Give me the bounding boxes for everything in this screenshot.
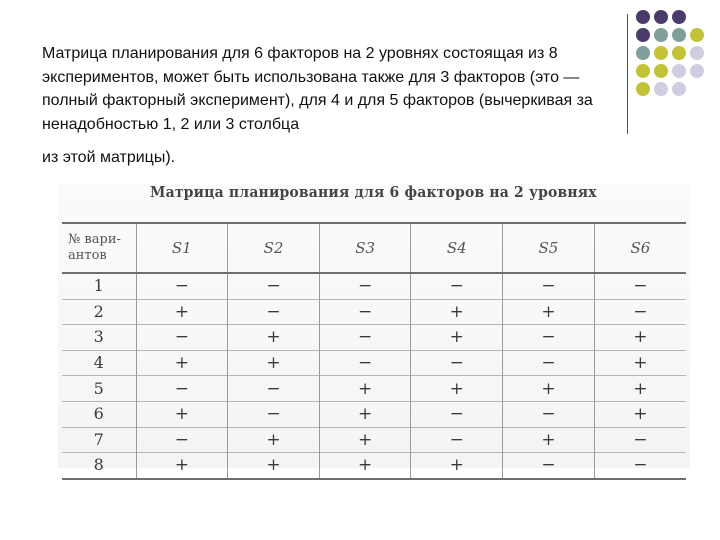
factor-level-cell: +: [503, 299, 595, 325]
factor-level-cell: −: [136, 325, 228, 351]
factor-level-cell: −: [503, 325, 595, 351]
header-s4: [411, 223, 503, 273]
decorative-dot: [690, 46, 704, 60]
decorative-dot: [636, 10, 650, 24]
factor-level-cell: −: [411, 350, 503, 376]
factor-level-cell: −: [594, 273, 686, 299]
body-text: [42, 42, 627, 170]
decorative-dot: [672, 46, 686, 60]
header-label: № вари- антов: [68, 232, 121, 263]
factor-level-cell: +: [411, 376, 503, 402]
header-label: S3: [355, 239, 376, 257]
factor-level-cell: +: [319, 453, 411, 479]
table-row: [62, 453, 686, 479]
factor-level-cell: −: [594, 453, 686, 479]
factor-level-cell: −: [228, 401, 320, 427]
decorative-dot: [654, 82, 668, 96]
scanned-table-title: Матрица планирования для 6 факторов на 2 уровнях: [150, 183, 597, 201]
factor-level-cell: −: [411, 273, 503, 299]
decorative-dot: [654, 46, 668, 60]
table-body: [62, 273, 686, 479]
factor-level-cell: −: [136, 427, 228, 453]
table-row: [62, 427, 686, 453]
factor-level-cell: +: [411, 299, 503, 325]
decorative-dot: [636, 64, 650, 78]
factor-level-cell: +: [136, 401, 228, 427]
factor-level-cell: −: [136, 376, 228, 402]
header-s5: [503, 223, 595, 273]
header-label: S5: [538, 239, 559, 257]
factor-level-cell: +: [136, 299, 228, 325]
variant-number-cell: 7: [93, 429, 104, 449]
factor-level-cell: −: [411, 401, 503, 427]
decorative-dot: [690, 64, 704, 78]
factor-level-cell: −: [228, 273, 320, 299]
variant-number-cell: 8: [93, 455, 104, 475]
factor-level-cell: +: [594, 376, 686, 402]
factor-level-cell: +: [228, 427, 320, 453]
factor-level-cell: +: [503, 376, 595, 402]
table-row: [62, 376, 686, 402]
table-row: [62, 325, 686, 351]
header-label: S6: [630, 239, 651, 257]
factor-level-cell: −: [594, 299, 686, 325]
factor-level-cell: −: [503, 401, 595, 427]
decorative-dot: [654, 28, 668, 42]
paragraph-end: из этой матрицы).: [42, 149, 176, 166]
factor-level-cell: +: [594, 325, 686, 351]
header-s1: [136, 223, 228, 273]
header-s6: [594, 223, 686, 273]
factor-level-cell: −: [411, 427, 503, 453]
vertical-divider: [627, 14, 628, 134]
decorative-dot: [636, 46, 650, 60]
header-s2: [228, 223, 320, 273]
factor-level-cell: +: [136, 453, 228, 479]
factor-level-cell: +: [228, 325, 320, 351]
header-s3: [319, 223, 411, 273]
variant-number-cell: 2: [93, 301, 104, 321]
table-row: [62, 350, 686, 376]
decorative-dot: [672, 64, 686, 78]
decorative-dot: [672, 28, 686, 42]
decorative-dot: [636, 28, 650, 42]
factor-level-cell: +: [594, 401, 686, 427]
factor-level-cell: +: [411, 453, 503, 479]
factor-level-cell: −: [319, 325, 411, 351]
factor-level-cell: −: [136, 273, 228, 299]
table-row: [62, 273, 686, 299]
factor-level-cell: −: [503, 350, 595, 376]
factor-level-cell: −: [503, 453, 595, 479]
factor-level-cell: +: [319, 401, 411, 427]
variant-number-cell: 3: [93, 327, 104, 347]
header-variant-number: [62, 223, 136, 273]
decorative-dot: [654, 64, 668, 78]
table-row: [62, 401, 686, 427]
factor-level-cell: −: [319, 350, 411, 376]
header-label: S4: [446, 239, 467, 257]
factor-level-cell: −: [319, 273, 411, 299]
variant-number-cell: 4: [93, 353, 104, 373]
factor-level-cell: +: [228, 453, 320, 479]
decorative-dot: [672, 10, 686, 24]
paragraph-main: Матрица планирования для 6 факторов на 2 уровнях состоящая из 8 экспериментов, может быть использована также для 3 факторов (это — полный факторный эксперимент), для 4 и для 5 факторов (вычеркивая за ненадобностью 1, 2 или 3 столбца: [42, 45, 593, 133]
table-header-row: [62, 223, 686, 273]
factor-level-cell: −: [228, 376, 320, 402]
factor-level-cell: −: [319, 299, 411, 325]
factor-level-cell: +: [503, 427, 595, 453]
decorative-dot: [672, 82, 686, 96]
table-row: [62, 299, 686, 325]
header-label: S2: [263, 239, 284, 257]
decorative-dot: [654, 10, 668, 24]
decorative-dot-grid: [636, 10, 708, 122]
planning-matrix-table: [62, 222, 686, 480]
factor-level-cell: +: [411, 325, 503, 351]
factor-level-cell: +: [319, 427, 411, 453]
factor-level-cell: +: [319, 376, 411, 402]
variant-number-cell: 5: [93, 378, 104, 398]
header-label: S1: [171, 239, 192, 257]
factor-level-cell: +: [228, 350, 320, 376]
decorative-dot: [636, 82, 650, 96]
factor-level-cell: −: [503, 273, 595, 299]
variant-number-cell: 6: [93, 404, 104, 424]
factor-level-cell: −: [594, 427, 686, 453]
variant-number-cell: 1: [93, 276, 104, 296]
factor-level-cell: −: [228, 299, 320, 325]
factor-level-cell: +: [594, 350, 686, 376]
decorative-dot: [690, 28, 704, 42]
factor-level-cell: +: [136, 350, 228, 376]
